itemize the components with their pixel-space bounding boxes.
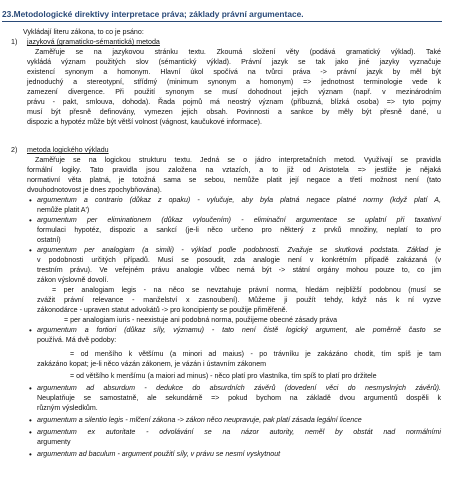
bullet-line: argumenty (37, 438, 71, 446)
bullet-line: argumentum a silentio legis - mlčení zákona -> zákon něco neupravuje, pak platí zásada legální licence (37, 416, 362, 424)
bullet-line: používá. Má dvě podoby: (37, 336, 117, 344)
bullet-dot: • (29, 384, 32, 393)
fortiori-sub-line: zakázáno kopat; je-li něco vázán zákonem, je vázán i ústavním zákonem (37, 360, 267, 368)
analogy-sub-line: zvážit právní relevance - manželství x zasnoubení). Můžeme ji použít tehdy, když nás k ní vyzve (37, 296, 441, 304)
analogy-sub-line: = per analogiam legis - na něco se nevztahuje právní norma, hledám nejbližší podobnou (musí se (52, 286, 441, 294)
bullet-line: nemůže platit A') (37, 206, 90, 214)
bullet-line: argumentum ex autoritate - odvolávání se na názor autority, neměl by obstát nad normálními (37, 428, 441, 436)
bullet-dot: • (29, 246, 32, 255)
bullet-line: argumentum per eliminationem (důkaz vyloučením) - eliminační argumentace se uplatní při taxativní (37, 216, 441, 224)
s1-line: musí být přesně definovány, vymezen jejich obsah. Povinnosti a sankce by měly být přesně dané, u (27, 108, 441, 116)
section-2-number: 2) (11, 146, 18, 154)
bullet-line: argumentum ad absurdum - dedukce do absurdních závěrů (dovedení věci do nesmyslných závěrů). (37, 384, 441, 392)
s2-line: formální logiky. Tato pravidla jsou založena na vztazích, a to již od Aristotela => jestliže je nějaká (27, 166, 441, 174)
s2-line: normativní věta platná, je totožná sama se sebou, nemůže platit její negace a třetí možnost není (tato (27, 176, 441, 184)
bullet-dot: • (29, 196, 32, 205)
fortiori-sub-line: = od většího k menšímu (a maiori ad minus) - něco platí pro vlastníka, tím spíš to platí pro držitele (70, 372, 377, 380)
bullet-dot: • (29, 326, 32, 335)
bullet-line: formulaci hypotéz, dispozic a sankcí (je-li něco určeno pro některý z prvků množiny, neplatí to pro (37, 226, 441, 234)
bullet-dot: • (29, 416, 32, 425)
analogy-sub-line: = per analogiam iuris - neexistuje ani podobná norma, použijeme obecné zásady práva (64, 316, 338, 324)
bullet-line: zákon výslovně dovolí. (37, 276, 109, 284)
s1-line: existencí synonym a homonym. Hlavní úkol spočívá na tvůrci práva -> právní jazyk by měl být (27, 68, 441, 76)
document-heading: 23.Metodologické direktivy interpretace práva; základy právní argumentace. (2, 9, 304, 19)
bullet-line: v podobnosti určitých případů. Musí se posoudit, zda analogie není v konkrétním případě zakázaná (v (37, 256, 441, 264)
bullet-line: argumentum a contrario (důkaz z opaku) - vylučuje, aby byla platná negace platné normy (když platí A, (37, 196, 441, 204)
bullet-line: argumentum per analogiam (a simili) - výklad podle podobnosti. Zvažuje se skutková podstata. Základ je (37, 246, 441, 254)
s1-line: vykládá význam použitých slov (sémantický výklad). Právní jazyk se tak jako jiné jazyky vyznačuje (27, 58, 441, 66)
s1-line: dispozic a hypotéz může být větší volnost (vágnost, kaučukové informace). (27, 118, 262, 126)
bullet-dot: • (29, 450, 32, 459)
s1-line: právu - pakt, smlouva, dohoda). Řada pojmů má neostrý význam (příbuzná, blízká osoba) => tyto pojmy (27, 98, 441, 106)
section-2-title: metoda logického výkladu (27, 146, 109, 154)
fortiori-sub-line: = od menšího k většímu (a minori ad maius) - po trávníku je zakázáno chodit, tím spíš je tam (70, 350, 441, 358)
bullet-line: argumentum a fortiori (důkaz síly, významu) - tato není čistě logický argument, ale poměrně často se (37, 326, 441, 334)
s1-line: zamezení divergence. Při použití synonym se musí dohodnout jejich význam (např. v mezinárodním (27, 88, 441, 96)
s2-line: dvouhodnotovost je dnes zpochybňována). (27, 186, 162, 194)
s2-line: Zaměřuje se na logickou strukturu textu. Jedná se o jádro interpretačních metod. Využívají se pravidla (35, 156, 441, 164)
s1-line: Zaměřuje se na jazykovou stránku textu. Zkoumá složení věty (podává gramatický výklad). Také (35, 48, 441, 56)
heading-underline (2, 21, 442, 22)
s1-line: jednoduchý a stereotypní, střídmý (minimum synonym a homonym) => jednotnost terminologie vede k (27, 78, 441, 86)
bullet-line: různým výsledkům. (37, 404, 98, 412)
bullet-line: ostatní) (37, 236, 61, 244)
bullet-line: argumentum ad baculum - argument použití síly, v právu se nesmí vyskytnout (37, 450, 281, 458)
bullet-line: Neuplatňuje se samostatně, ale sekundárně => pokud bychom na základě dvou argumentů dospěli k (37, 394, 441, 402)
analogy-sub-line: zákonodárce - upraven statut advokátů -> pro koncipienty se použije přiměřeně. (37, 306, 288, 314)
bullet-dot: • (29, 216, 32, 225)
bullet-dot: • (29, 428, 32, 437)
intro-text: Vykládají literu zákona, to co je psáno: (23, 28, 144, 36)
section-1-number: 1) (11, 38, 18, 46)
section-1-title: jazyková (gramaticko-sémantická) metoda (27, 38, 160, 46)
bullet-line: trestním právu). Ve veřejném právu analogie vůbec nemá být -> státní orgány mohou pouze to, co jim (37, 266, 441, 274)
